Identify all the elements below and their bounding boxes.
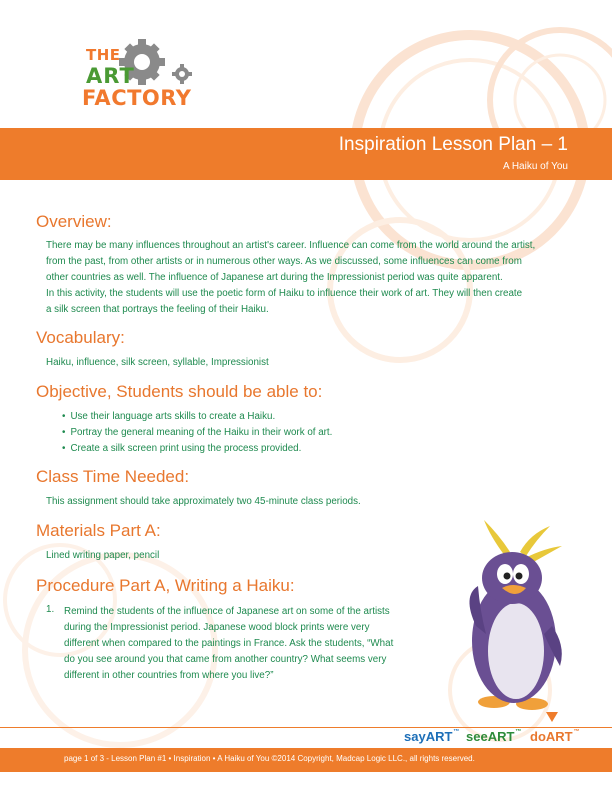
do-art-brand: [530, 729, 580, 744]
overview-line: from the past, from other artists or in numerous other ways. As we discussed, some influences can come from: [46, 256, 522, 267]
page-subtitle: A Haiku of You: [502, 161, 568, 172]
cone-icon: [545, 710, 559, 724]
procedure-line: during the Impressionist period. Japanese wood block prints were very: [64, 622, 370, 633]
page-title: Inspiration Lesson Plan – 1: [338, 134, 568, 155]
procedure-line: different when compared to the paintings in France. Ask the students, “What: [64, 638, 394, 649]
procedure-line: Remind the students of the influence of Japanese art on some of the artists: [64, 606, 390, 617]
penguin-mascot-illustration: [450, 516, 580, 716]
do-art-label: doART: [530, 729, 573, 744]
procedure-line: different in other countries from where you live?”: [64, 670, 274, 681]
procedure-heading: Procedure Part A, Writing a Haiku:: [36, 576, 295, 595]
overview-heading: Overview:: [36, 212, 112, 231]
procedure-step-text: [64, 604, 448, 684]
class-time-heading: Class Time Needed:: [36, 467, 190, 486]
logo-factory: FACTORY: [82, 86, 192, 110]
list-item: • Create a silk screen print using the process provided.: [62, 441, 332, 457]
list-item: • Use their language arts skills to create a Haiku.: [62, 409, 332, 425]
logo-art: ART: [86, 64, 135, 88]
overview-line: There may be many influences throughout an artist's career. Influence can come from the world around the artist,: [46, 240, 536, 251]
overview-text: [46, 238, 586, 318]
procedure-step-number: 1.: [46, 604, 55, 615]
footer-text: page 1 of 3 - Lesson Plan #1 • Inspiration • A Haiku of You ©2014 Copyright, Madcap Logic LLC., all rights reserved.: [64, 754, 475, 763]
footer-rule: [0, 727, 612, 728]
overview-line: In this activity, the students will use the poetic form of Haiku to influence their work of art. They will then create: [46, 288, 523, 299]
trademark: ™: [573, 729, 580, 735]
list-item: • Portray the general meaning of the Haiku in their work of art.: [62, 425, 332, 441]
overview-line: other countries as well. The influence of Japanese art during the Impressionist period was quite apparent.: [46, 272, 503, 283]
logo-the: THE: [86, 46, 121, 64]
vocabulary-text: Haiku, influence, silk screen, syllable, Impressionist: [46, 357, 269, 368]
say-art-brand: [404, 729, 459, 744]
vocabulary-heading: Vocabulary:: [36, 328, 125, 347]
materials-heading: Materials Part A:: [36, 521, 161, 540]
overview-line: a silk screen that portrays the feeling of their Haiku.: [46, 304, 269, 315]
trademark: ™: [453, 729, 460, 735]
trademark: ™: [515, 729, 522, 735]
see-art-label: seeART: [466, 729, 515, 744]
see-art-brand: [466, 729, 521, 744]
objective-heading: Objective, Students should be able to:: [36, 382, 323, 401]
procedure-line: do you see around you that came from another country? What seems very: [64, 654, 387, 665]
materials-text: Lined writing paper, pencil: [46, 550, 160, 561]
objective-list: [62, 409, 332, 457]
class-time-text: This assignment should take approximately two 45-minute class periods.: [46, 496, 361, 507]
say-art-label: sayART: [404, 729, 453, 744]
